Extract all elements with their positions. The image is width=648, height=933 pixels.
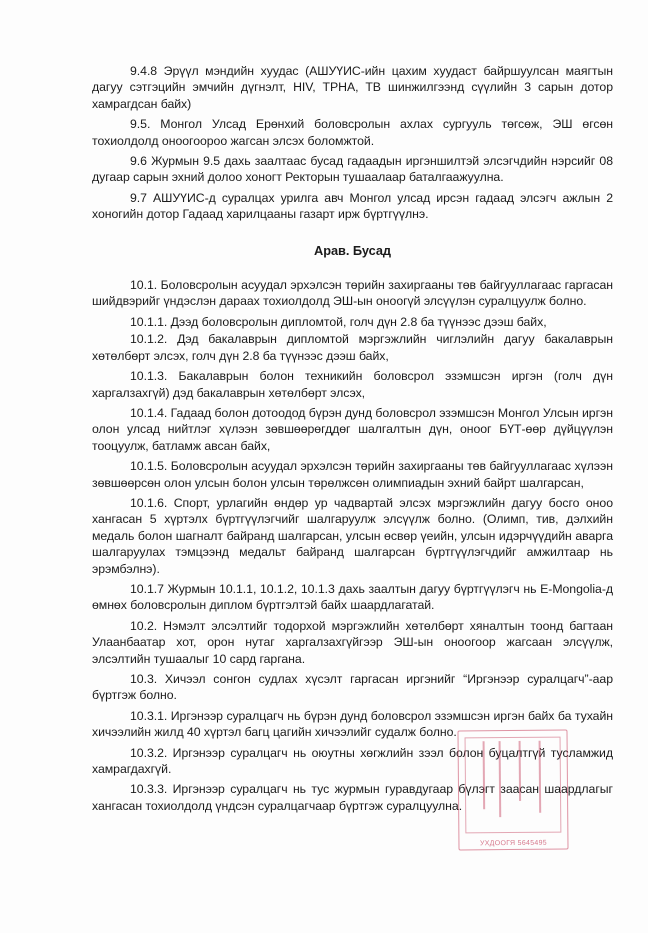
- paragraph-9-5: 9.5. Монгол Улсад Ерөнхий боловсролын ахлах сургууль төгсөж, ЭШ өгсөн тохиолдолд оноогоороо жагсан элсэх боломжтой.: [92, 117, 613, 148]
- document-body: [92, 63, 613, 818]
- paragraph-10-1-5: 10.1.5. Боловсролын асуудал эрхэлсэн төрийн захиргааны төв байгууллагаас хүлээн зөвшөөрсөн олон улсын болон улсын төрөлжсөн олимпиадын эхний байрт шалгарсан,: [92, 459, 613, 490]
- paragraph-10-1-7: 10.1.7 Журмын 10.1.1, 10.1.2, 10.1.3 дахь заалтын дагуу бүртгүүлэгч нь E-Mongolia-д өмнөх боловсролын диплом бүртгэлтэй байх шаардлагатай.: [92, 581, 613, 613]
- paragraph-10-1-4: 10.1.4. Гадаад болон дотоодод бүрэн дунд боловсрол эзэмшсэн Монгол Улсын иргэн олон улсад нийтлэг хүлээн зөвшөөрөгддөг шалгалтын дүн, оноог БҮТ-өөр дүйцүүлэн тооцуулж, батламж авсан байх,: [92, 405, 613, 453]
- paragraph-9-6: 9.6 Журмын 9.5 дахь заалтаас бусад гадаадын иргэншилтэй элсэгчдийн нэрсийг 08 дугаар сарын эхний долоо хоногт Ректорын тушаалаар баталгаажуулна.: [92, 154, 613, 185]
- paragraph-10-1-3: 10.1.3. Бакалаврын болон техникийн боловсрол эзэмшсэн иргэн (голч дүн харгалзахгүй) дэд бакалаврын хөтөлбөрт элсэх,: [92, 369, 613, 400]
- paragraph-10-3-1: 10.3.1. Иргэнээр суралцагч нь бүрэн дунд боловсрол эзэмшсэн иргэн байх ба тухайн хичээлийн жилд 40 хүртэл багц цагийн хичээлийг судалж болно.: [92, 708, 613, 740]
- paragraph-10-1-6: 10.1.6. Спорт, урлагийн өндөр ур чадвартай элсэх мэргэжлийн дагуу босго оноо хангасан 5 хүртэлх бүртгүүлэгчийг шалгаруулж элсүүлж болно. (Олимп, тив, дэлхийн медаль болон шагналт байранд шалгарсан, улсын өсвөр үеийн, улсын идэрчүүдийн аварга шалгаруулах тэмцээнд медальт байранд шалгарсан бүртгүүлэгчдийг амжилтаар нь эрэмбэлнэ).: [92, 495, 613, 576]
- paragraph-9-7: 9.7 АШУҮИС-д суралцах урилга авч Монгол улсад ирсэн гадаад элсэгч ажлын 2 хоногийн дотор Гадаад харилцааны газарт ирж бүртгүүлнэ.: [92, 190, 613, 222]
- paragraph-9-4-8: 9.4.8 Эрүүл мэндийн хуудас (АШУҮИС-ийн цахим хуудаст байршуулсан маягтын дагуу сэтгэцийн эмчийн дүгнэлт, HIV, TPHA, TB шинжилгээнд сүүлийн 3 сарын дотор хамрагдсан байх): [92, 64, 613, 111]
- paragraph-10-1-2: 10.1.2. Дэд бакалаврын дипломтой мэргэжлийн чиглэлийн дагуу бакалаврын хөтөлбөрт элсэх, голч дүн 2.8 ба түүнээс дээш байх,: [92, 332, 613, 363]
- paragraph-10-3-2: 10.3.2. Иргэнээр суралцагч нь оюутны хөгжлийн зээл болон буцалтгүй тусламжид хамрагдахгүй.: [92, 745, 613, 777]
- paragraph-10-3-3: 10.3.3. Иргэнээр суралцагч нь тус журмын гуравдугаар бүлэгт заасан шаардлагыг хангасан тохиолдолд үндсэн суралцагчаар бүртгэж суралцуулна.: [92, 782, 613, 813]
- stamp-frame: [465, 737, 562, 834]
- section-heading: Арав. Бусад: [314, 242, 391, 258]
- stamp-number: УХДООГЯ 5645495: [479, 839, 548, 848]
- paragraph-10-1-1: 10.1.1. Дээд боловсролын дипломтой, голч дүн 2.8 ба түүнээс дээш байх,: [130, 314, 547, 329]
- paragraph-10-3: 10.3. Хичээл сонгон судлах хүсэлт гаргасан иргэнийг “Иргэнээр суралцагч”-аар бүртгэж болно.: [92, 672, 613, 703]
- paragraph-10-2: 10.2. Нэмэлт элсэлтийг тодорхой мэргэжлийн хөтөлбөрт хяналтын тоонд багтаан Улаанбаатар хот, орон нутаг харгалзахгүйгээр ЭШ-ын оноогоор жагсаан элсүүлж, элсэлтийн тушаалыг 10 сард гаргана.: [92, 618, 613, 666]
- paragraph-10-1: 10.1. Боловсролын асуудал эрхэлсэн төрийн захиргааны төв байгууллагаас гаргасан шийдвэрийг үндэслэн дараах тохиолдолд ЭШ-ын оноогүй элсүүлэн суралцуулж болно.: [92, 278, 613, 309]
- official-stamp: [457, 730, 568, 851]
